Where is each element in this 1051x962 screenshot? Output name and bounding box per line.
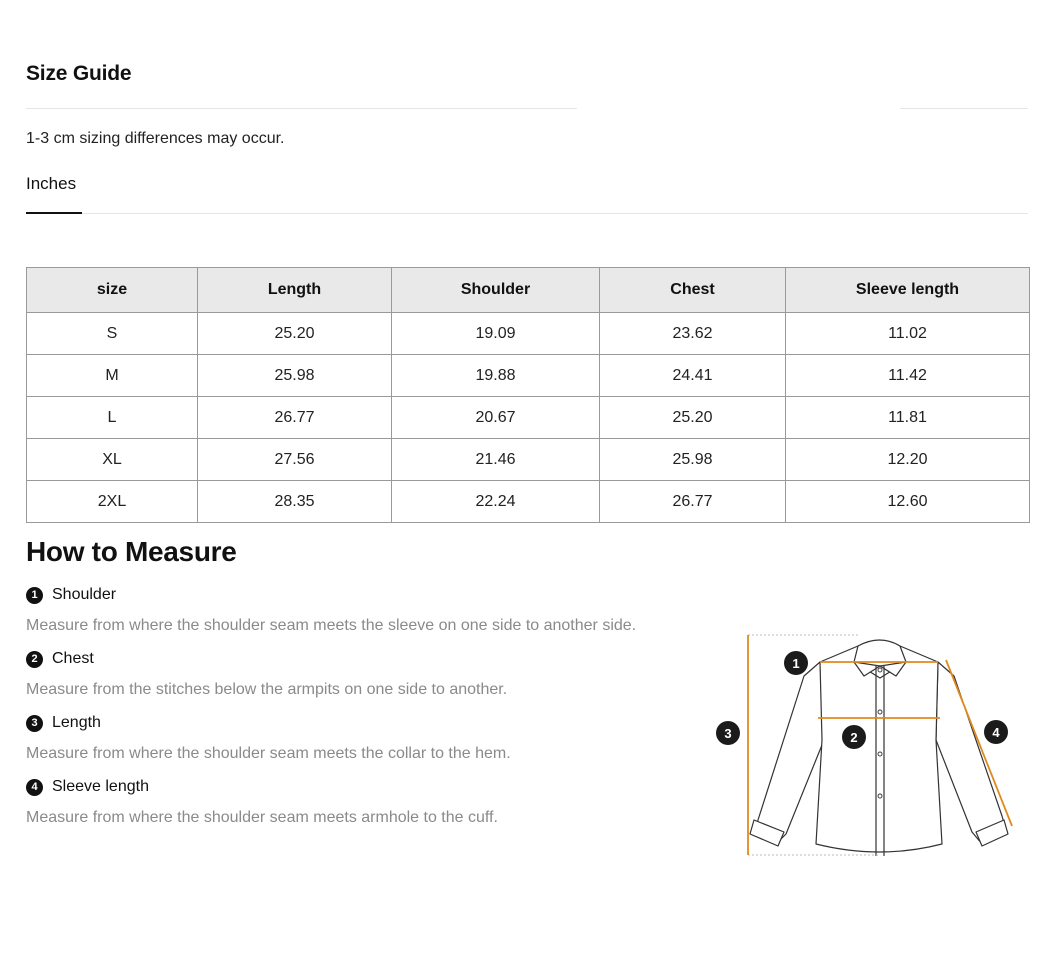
column-header: Shoulder (392, 268, 600, 313)
divider (900, 108, 1028, 109)
marker-3-label: 3 (724, 726, 732, 741)
shirt-diagram-icon (700, 620, 1030, 870)
table-cell: 12.20 (786, 439, 1030, 481)
number-2-icon: 2 (26, 651, 43, 668)
measure-item-sleeve-length (26, 777, 498, 827)
measure-label: Chest (52, 650, 94, 667)
measure-description: Measure from where the shoulder seam meets armhole to the cuff. (26, 809, 498, 826)
measure-description: Measure from the stitches below the armpits on one side to another. (26, 681, 508, 698)
table-cell: L (27, 397, 198, 439)
measure-description: Measure from where the shoulder seam meets the sleeve on one side to another side. (26, 617, 637, 634)
measure-description: Measure from where the shoulder seam meets the collar to the hem. (26, 745, 511, 762)
column-header: Chest (600, 268, 786, 313)
table-cell: 11.02 (786, 313, 1030, 355)
table-cell: 25.20 (198, 313, 392, 355)
table-row (27, 439, 1030, 481)
table-cell: 24.41 (600, 355, 786, 397)
number-3-icon: 3 (26, 715, 43, 732)
table-cell: 11.42 (786, 355, 1030, 397)
table-row (27, 481, 1030, 523)
table-cell: 28.35 (198, 481, 392, 523)
divider (82, 213, 1028, 214)
measure-item-chest (26, 649, 507, 699)
table-cell: 19.88 (392, 355, 600, 397)
size-table (26, 267, 1030, 523)
table-cell: 2XL (27, 481, 198, 523)
table-cell: 26.77 (198, 397, 392, 439)
table-cell: 25.98 (198, 355, 392, 397)
page-title: Size Guide (26, 62, 132, 85)
measure-label: Shoulder (52, 586, 117, 603)
number-4-icon: 4 (26, 779, 43, 796)
number-1-icon: 1 (26, 587, 43, 604)
table-header-row (27, 268, 1030, 313)
column-header: size (27, 268, 198, 313)
table-cell: S (27, 313, 198, 355)
table-cell: 12.60 (786, 481, 1030, 523)
divider (26, 108, 577, 109)
table-row (27, 313, 1030, 355)
table-cell: 21.46 (392, 439, 600, 481)
tab-active-indicator (26, 212, 82, 214)
column-header: Length (198, 268, 392, 313)
table-cell: 27.56 (198, 439, 392, 481)
marker-1-label: 1 (792, 656, 800, 671)
table-cell: M (27, 355, 198, 397)
table-cell: 25.98 (600, 439, 786, 481)
measure-label: Length (52, 714, 101, 731)
marker-2-label: 2 (850, 730, 858, 745)
table-cell: 20.67 (392, 397, 600, 439)
section-title: How to Measure (26, 536, 237, 567)
table-cell: 25.20 (600, 397, 786, 439)
marker-4-label: 4 (992, 725, 1000, 740)
measure-label: Sleeve length (52, 778, 149, 795)
tab-inches[interactable]: Inches (26, 174, 77, 193)
table-cell: 19.09 (392, 313, 600, 355)
table-cell: 22.24 (392, 481, 600, 523)
measure-item-shoulder (26, 585, 636, 635)
table-cell: 11.81 (786, 397, 1030, 439)
column-header: Sleeve length (786, 268, 1030, 313)
measure-item-length (26, 713, 511, 763)
table-row (27, 397, 1030, 439)
table-row (27, 355, 1030, 397)
table-cell: 26.77 (600, 481, 786, 523)
table-cell: 23.62 (600, 313, 786, 355)
sizing-note: 1-3 cm sizing differences may occur. (26, 130, 285, 147)
table-cell: XL (27, 439, 198, 481)
